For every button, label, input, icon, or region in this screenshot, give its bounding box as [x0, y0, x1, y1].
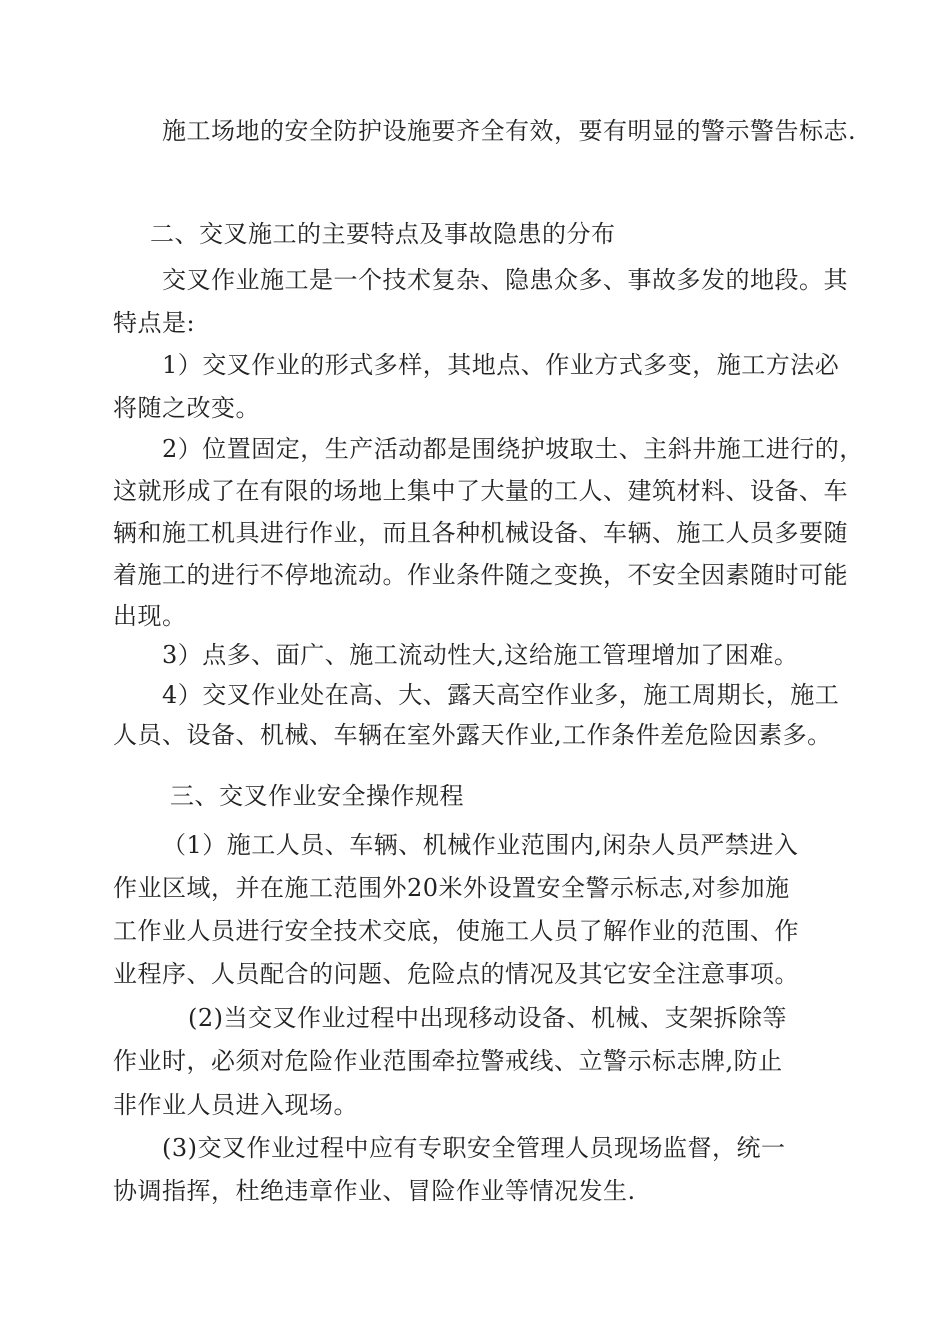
list-item-2-line: 2）位置固定，生产活动都是围绕护坡取土、主斜井施工进行的，	[162, 435, 864, 463]
rule-2-line: (2)当交叉作业过程中出现移动设备、机械、支架拆除等	[188, 1004, 787, 1032]
section-heading-2: 二、交叉施工的主要特点及事故隐患的分布	[150, 220, 616, 248]
rule-1-line: 工作业人员进行安全技术交底，使施工人员了解作业的范围、作	[113, 917, 799, 945]
rule-1-line: 作业区域，并在施工范围外20米外设置安全警示标志,对参加施	[113, 874, 790, 902]
paragraph-line: 特点是:	[113, 309, 196, 337]
list-item-1-line: 1）交叉作业的形式多样，其地点、作业方式多变，施工方法必	[162, 351, 840, 379]
list-item-2-line: 出现。	[113, 602, 187, 630]
paragraph-line: 施工场地的安全防护设施要齐全有效，要有明显的警示警告标志.	[162, 117, 857, 145]
list-item-4-line: 人员、设备、机械、车辆在室外露天作业,工作条件差危险因素多。	[113, 721, 832, 749]
list-item-1-line: 将随之改变。	[113, 394, 260, 422]
rule-3-line: 协调指挥，杜绝违章作业、冒险作业等情况发生.	[113, 1177, 636, 1205]
list-item-4-line: 4）交叉作业处在高、大、露天高空作业多，施工周期长，施工	[162, 681, 840, 709]
paragraph-line: 交叉作业施工是一个技术复杂、隐患众多、事故多发的地段。其	[162, 266, 848, 294]
rule-2-line: 作业时，必须对危险作业范围牵拉警戒线、立警示标志牌,防止	[113, 1047, 783, 1075]
rule-1-line: 业程序、人员配合的问题、危险点的情况及其它安全注意事项。	[113, 960, 799, 988]
rule-2-line: 非作业人员进入现场。	[113, 1091, 358, 1119]
rule-3-line: (3)交叉作业过程中应有专职安全管理人员现场监督，统一	[162, 1134, 786, 1162]
section-heading-3: 三、交叉作业安全操作规程	[170, 782, 464, 810]
list-item-2-line: 着施工的进行不停地流动。作业条件随之变换，不安全因素随时可能	[113, 561, 848, 589]
list-item-3-line: 3）点多、面广、施工流动性大,这给施工管理增加了困难。	[162, 641, 799, 669]
list-item-2-line: 辆和施工机具进行作业，而且各种机械设备、车辆、施工人员多要随	[113, 519, 848, 547]
list-item-2-line: 这就形成了在有限的场地上集中了大量的工人、建筑材料、设备、车	[113, 477, 848, 505]
rule-1-line: （1）施工人员、车辆、机械作业范围内,闲杂人员严禁进入	[162, 831, 799, 859]
